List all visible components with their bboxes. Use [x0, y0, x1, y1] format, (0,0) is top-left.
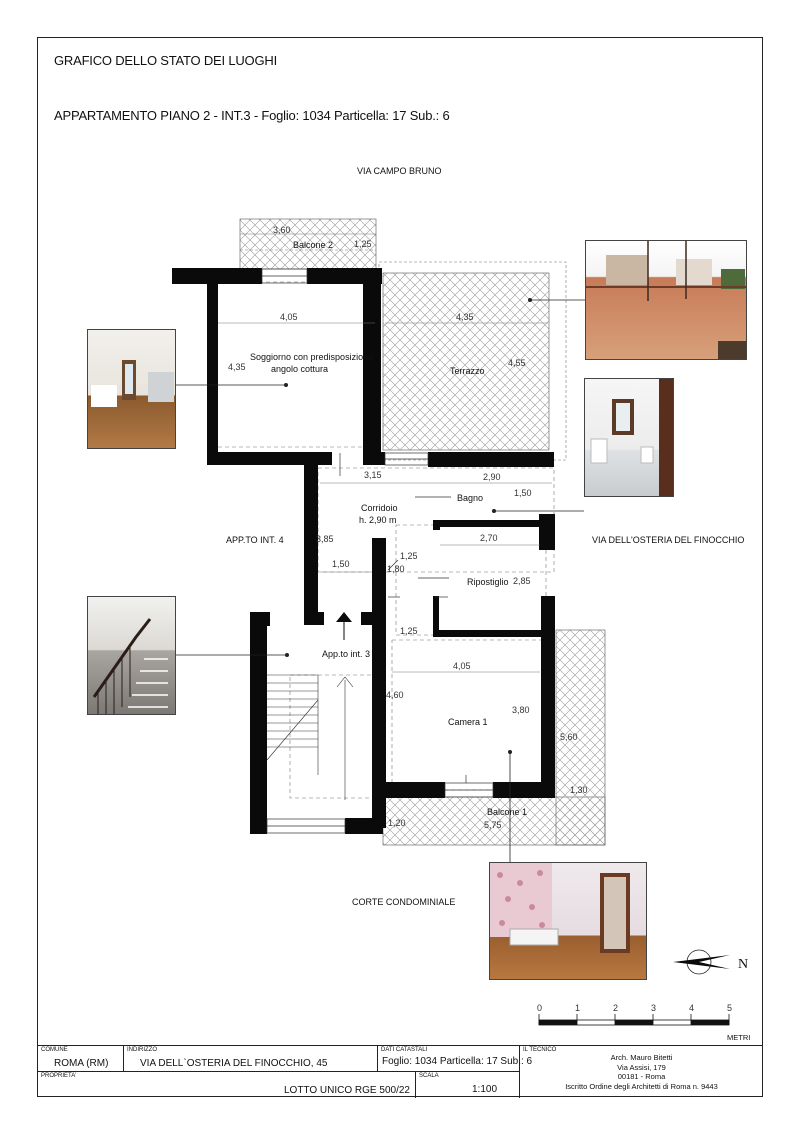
tb-catastali-cell	[378, 1046, 533, 1072]
dim-balcone1-width: 5,75	[484, 820, 502, 830]
tb-catastali-caption: DATI CATASTALI	[381, 1047, 428, 1053]
dim-terrazzo-depth: 4,55	[508, 358, 526, 368]
tb-proprieta-caption: PROPRIETA'	[41, 1073, 77, 1079]
room-label-ripostiglio: Ripostiglio	[467, 577, 509, 587]
room-label-terrazzo: Terrazzo	[450, 366, 485, 376]
room-label-bagno: Bagno	[457, 493, 484, 503]
doors	[340, 453, 466, 783]
dim-rip-door-bottom: 1,25	[400, 626, 418, 636]
street-label-west: APP.TO INT. 4	[226, 535, 284, 545]
scale-tick-4: 4	[689, 1003, 695, 1013]
tb-catastali: Foglio: 1034 Particella: 17 Sub.: 6	[382, 1056, 533, 1067]
dim-ingresso-depth: 4,60	[386, 690, 404, 700]
tb-comune-cell	[38, 1046, 124, 1072]
tb-tecnico-addr2: 00181 - Roma	[617, 1072, 666, 1081]
scale-tick-5: 5	[727, 1003, 733, 1013]
room-label-balcone2: Balcone 2	[293, 240, 334, 250]
photo-soggiorno	[87, 329, 176, 449]
drawing-title: GRAFICO DELLO STATO DEI LUOGHI	[54, 53, 277, 68]
room-label-ingresso: App.to int. 3	[322, 649, 371, 659]
dim-corridoio-depth: 3,85	[316, 534, 334, 544]
dim-balcone-east-depth: 5,60	[560, 732, 578, 742]
tb-scala: 1:100	[472, 1084, 498, 1095]
tb-indirizzo-caption: INDIRIZZO	[127, 1047, 157, 1053]
dim-corridoio-width: 3,15	[364, 470, 382, 480]
north-arrow-icon	[673, 950, 730, 974]
dim-bagno-width: 2,90	[483, 472, 501, 482]
scale-tick-3: 3	[651, 1003, 657, 1013]
room-label-camera1: Camera 1	[448, 717, 488, 727]
room-label-corridoio-1: Corridoio	[361, 503, 398, 513]
tb-indirizzo: VIA DELL`OSTERIA DEL FINOCCHIO, 45	[140, 1058, 328, 1069]
dim-balcone1-depth: 1,20	[388, 818, 406, 828]
street-label-north: VIA CAMPO BRUNO	[357, 166, 442, 176]
scale-tick-1: 1	[575, 1003, 581, 1013]
street-label-south: CORTE CONDOMINIALE	[352, 897, 456, 907]
stair-outline	[290, 675, 380, 798]
dim-rip-door-side: 1,80	[387, 564, 405, 574]
room-label-corridoio-2: h. 2,90 m	[359, 515, 397, 525]
tb-comune-caption: COMUNE	[41, 1047, 68, 1053]
tb-scala-cell	[416, 1072, 520, 1098]
room-label-soggiorno-1: Soggiorno con predisposizione	[250, 352, 374, 362]
tb-scala-caption: SCALA	[419, 1073, 439, 1079]
photo-bagno	[584, 378, 674, 497]
drawing-subtitle: APPARTAMENTO PIANO 2 - INT.3 - Foglio: 1034 Particella: 17 Sub.: 6	[54, 108, 450, 123]
north-label: N	[738, 957, 749, 972]
photo-scala	[87, 596, 176, 715]
dim-balcone-east-width: 1,30	[570, 785, 588, 795]
photo-camera	[489, 862, 647, 980]
scale-tick-2: 2	[613, 1003, 619, 1013]
scale-bar	[539, 1014, 729, 1025]
tb-lotto: LOTTO UNICO RGE 500/22	[284, 1085, 410, 1096]
tb-proprieta-cell	[38, 1072, 416, 1098]
dim-ripostiglio-depth: 2,85	[513, 576, 531, 586]
tb-tecnico-reg: Iscritto Ordine degli Architetti di Roma n. 9443	[565, 1082, 718, 1091]
entry-arrow-icon	[336, 612, 352, 622]
tb-tecnico-cell	[520, 1046, 763, 1098]
photo-terrazzo	[585, 240, 747, 360]
dim-rip-door-top: 1,25	[400, 551, 418, 561]
dim-balcone2-depth: 1,25	[354, 239, 372, 249]
title-block	[38, 1045, 763, 1098]
dim-camera-depth: 3,80	[512, 705, 530, 715]
staircase	[267, 675, 353, 800]
tb-indirizzo-cell	[124, 1046, 378, 1072]
tb-tecnico-caption: IL TECNICO	[523, 1047, 557, 1053]
dim-ripostiglio-width: 2,70	[480, 533, 498, 543]
street-label-east: VIA DELL'OSTERIA DEL FINOCCHIO	[592, 535, 745, 545]
tb-comune: ROMA (RM)	[54, 1058, 109, 1069]
room-label-soggiorno-2: angolo cottura	[271, 364, 329, 374]
scale-unit: METRI	[727, 1033, 751, 1042]
dim-terrazzo-width: 4,35	[456, 312, 474, 322]
dim-bagno-depth: 1,50	[514, 488, 532, 498]
dim-soggiorno-depth: 4,35	[228, 362, 246, 372]
tb-tecnico-addr1: Via Assisi, 179	[617, 1063, 666, 1072]
dim-camera-width: 4,05	[453, 661, 471, 671]
dim-soggiorno-width: 4,05	[280, 312, 298, 322]
dim-balcone2-width: 3,60	[273, 225, 291, 235]
scale-tick-0: 0	[537, 1003, 543, 1013]
room-label-balcone1: Balcone 1	[487, 807, 528, 817]
dim-corridoio-small: 1,50	[332, 559, 350, 569]
tb-tecnico-name: Arch. Mauro Bitetti	[610, 1053, 673, 1062]
